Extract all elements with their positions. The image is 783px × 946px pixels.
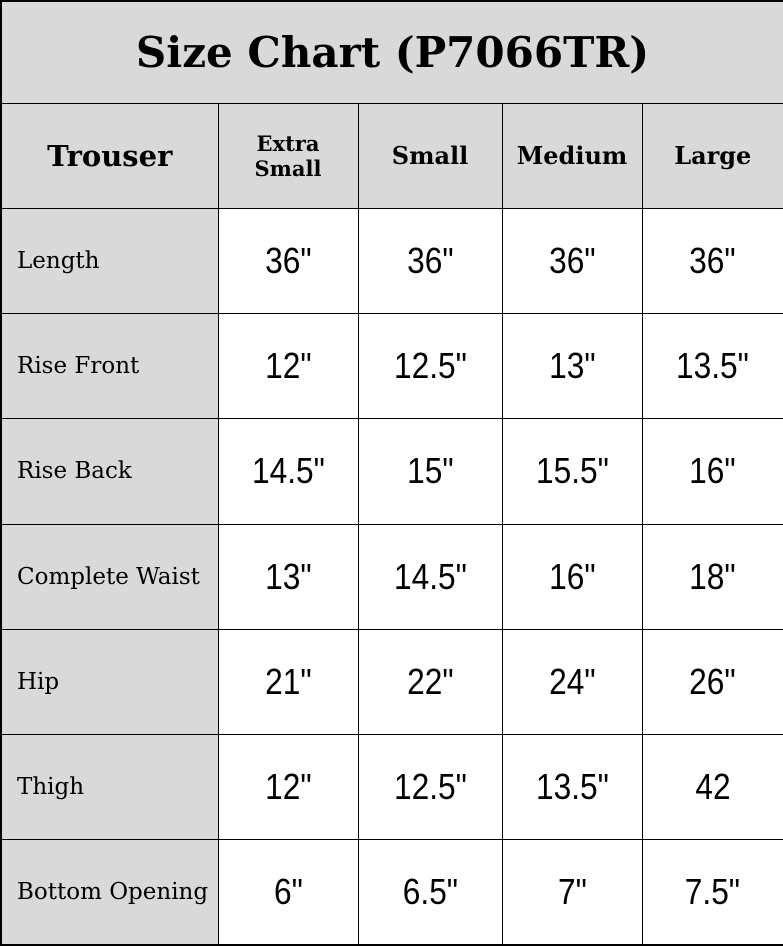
chart-title: Size Chart (P7066TR) [1,1,783,103]
size-value-cell [502,419,642,524]
size-value-cell [218,314,358,419]
size-value-cell [642,208,783,313]
size-value: 22" [406,660,454,702]
size-value: 13" [548,345,596,387]
size-value-cell [218,629,358,734]
size-value-cell [642,524,783,629]
size-value-cell [358,629,502,734]
size-value: 16" [548,555,596,597]
size-value: 36" [264,240,312,282]
size-value: 13.5" [535,766,609,808]
size-value-cell [642,629,783,734]
size-value: 21" [264,660,312,702]
table-row-rise-front [1,314,783,419]
size-value-cell [358,419,502,524]
size-value-cell [358,314,502,419]
table-row-thigh [1,735,783,840]
size-value-cell [502,208,642,313]
table-row-rise-back [1,419,783,524]
corner-header-trouser: Trouser [1,103,218,208]
row-label-length: Length [1,208,218,313]
column-header-small: Small [358,103,502,208]
size-value: 36" [548,240,596,282]
table-row-bottom-opening [1,840,783,945]
size-value-cell [218,524,358,629]
column-header-large: Large [642,103,783,208]
size-value: 18" [689,555,736,597]
size-value-cell [218,840,358,945]
size-value-cell [502,314,642,419]
size-value: 14.5" [251,450,325,492]
row-label-thigh: Thigh [1,735,218,840]
size-value-cell [218,419,358,524]
title-row [1,1,783,103]
size-value: 24" [548,660,596,702]
size-value: 14.5" [393,555,467,597]
size-value-cell [502,735,642,840]
size-value-cell [218,208,358,313]
size-value-cell [358,840,502,945]
size-value: 26" [689,660,736,702]
size-value: 6" [273,871,303,913]
size-value: 16" [689,450,736,492]
size-value-cell [358,208,502,313]
row-label-bottom-opening: Bottom Opening [1,840,218,945]
table-row-hip [1,629,783,734]
size-value-cell [502,524,642,629]
size-value: 15.5" [535,450,609,492]
table-row-length [1,208,783,313]
size-value-cell [642,314,783,419]
row-label-rise-front: Rise Front [1,314,218,419]
row-label-rise-back: Rise Back [1,419,218,524]
column-header-extra-small: Extra Small [218,103,358,208]
size-value: 7.5" [685,871,741,913]
size-value-cell [642,840,783,945]
size-value-cell [218,735,358,840]
size-value: 42 [695,766,731,808]
size-value-cell [642,419,783,524]
size-value: 12" [264,766,312,808]
size-value-cell [358,735,502,840]
row-label-complete-waist: Complete Waist [1,524,218,629]
size-value-cell [358,524,502,629]
size-value-cell [642,735,783,840]
size-value: 12.5" [393,345,467,387]
size-value: 12" [264,345,312,387]
size-value: 13" [264,555,312,597]
size-value: 7" [557,871,587,913]
header-row [1,103,783,208]
column-header-medium: Medium [502,103,642,208]
size-value: 6.5" [402,871,458,913]
size-value-cell [502,840,642,945]
size-value: 15" [406,450,454,492]
size-value: 36" [689,240,736,282]
size-value: 13.5" [676,345,750,387]
size-value: 36" [406,240,454,282]
row-label-hip: Hip [1,629,218,734]
table-row-complete-waist [1,524,783,629]
size-value-cell [502,629,642,734]
size-value: 12.5" [393,766,467,808]
